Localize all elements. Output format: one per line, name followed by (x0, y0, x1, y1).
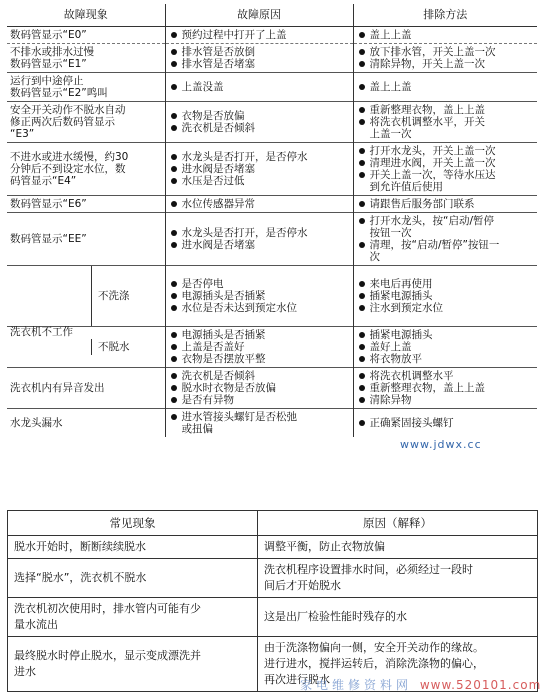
header-phenomenon: 常见现象 (8, 511, 258, 536)
bullet-text: 电源插头是否插紧 (181, 329, 266, 341)
bullet-item (169, 278, 350, 290)
bullet-icon (171, 230, 177, 236)
bullet-icon (359, 148, 365, 154)
bullet-icon (171, 281, 177, 287)
bullet-text: 清除异物，开关上盖一次 (369, 58, 485, 70)
bullet-icon (171, 32, 177, 38)
bullet-item (169, 239, 350, 251)
phenomenon-cell (8, 598, 258, 637)
bullet-item (169, 58, 350, 70)
cause-cell (165, 327, 353, 368)
bullet-icon (359, 172, 365, 178)
phenomenon-text: 洗衣机初次使用时，排水管内可能有少 量水流出 (14, 602, 201, 631)
bullet-text: 重新整理衣物，盖上上盖 (369, 104, 485, 116)
bullet-icon (171, 154, 177, 160)
cause-cell (165, 44, 353, 73)
bullet-icon (171, 84, 177, 90)
bullet-item (169, 382, 350, 394)
bullet-text: 放下排水管，开关上盖一次 (369, 46, 496, 58)
bullet-item (357, 145, 535, 157)
fix-cell (353, 196, 537, 213)
symptom-text: 运行到中途停止 数码管显示“E2”鸣叫 (10, 75, 108, 99)
sub-symptom: 不洗涤 (98, 290, 130, 302)
phenomenon-text: 选择“脱水”，洗衣机不脱水 (14, 571, 147, 584)
bullet-icon (171, 356, 177, 362)
reason-cell (258, 559, 538, 598)
cause-cell (165, 409, 353, 438)
fix-cell (353, 213, 537, 266)
bullet-icon (171, 178, 177, 184)
bullet-item (169, 81, 350, 93)
bullet-text: 打开水龙头，开关上盖一次 (369, 145, 496, 157)
symptom-text: 洗衣机内有异音发出 (10, 382, 105, 394)
symptom-text: 水龙头漏水 (10, 417, 63, 429)
table-row (7, 102, 537, 143)
bullet-text: 插紧电源插头 (369, 290, 433, 302)
reason-text: 洗衣机程序设置排水时间，必须经过一段时 间后才开始脱水 (264, 563, 473, 592)
bullet-item (357, 46, 535, 58)
bullet-text: 清理，按“启动/暂停”按钮一 次 (369, 239, 500, 263)
symptom-cell (7, 102, 165, 143)
bullet-icon (171, 49, 177, 55)
table-header-row (8, 511, 538, 536)
bullet-item (357, 58, 535, 70)
header-fix: 排除方法 (353, 4, 537, 27)
bullet-icon (359, 84, 365, 90)
table-header-row (7, 4, 537, 27)
bullet-item (169, 151, 350, 163)
fix-cell (353, 73, 537, 102)
header-symptom: 故障现象 (7, 4, 165, 27)
bullet-item (169, 227, 350, 239)
bullet-icon (171, 242, 177, 248)
bullet-text: 水压是否过低 (181, 175, 245, 187)
bullet-icon (171, 125, 177, 131)
symptom-cell (7, 368, 165, 409)
cause-cell (165, 143, 353, 196)
bullet-icon (359, 160, 365, 166)
bullet-icon (359, 119, 365, 125)
troubleshooting-table (7, 4, 537, 437)
bullet-text: 脱水时衣物是否放偏 (181, 382, 276, 394)
bullet-icon (359, 218, 365, 224)
bullet-item (169, 411, 350, 435)
bullet-text: 请跟售后服务部门联系 (369, 198, 475, 210)
bullet-icon (359, 332, 365, 338)
bullet-item (169, 370, 350, 382)
phenomenon-cell (8, 559, 258, 598)
bullet-item (169, 198, 350, 210)
bullet-icon (359, 385, 365, 391)
group-label: 洗衣机不工作 (10, 326, 73, 338)
fix-cell (353, 409, 537, 438)
watermark-url: www.jdwx.cc (400, 438, 482, 451)
table-row (8, 536, 538, 559)
bullet-item (357, 302, 535, 314)
table-row (7, 213, 537, 266)
bullet-icon (359, 49, 365, 55)
symptom-text: 数码管显示“E0” (10, 29, 87, 41)
bullet-item (169, 29, 350, 41)
bullet-text: 清理进水阀，开关上盖一次 (369, 157, 496, 169)
table-row (7, 327, 537, 368)
bullet-item (357, 278, 535, 290)
bullet-icon (359, 107, 365, 113)
symptom-cell (7, 213, 165, 266)
reason-text: 调整平衡，防止衣物放偏 (264, 540, 385, 553)
bullet-text: 将洗衣机调整水平，开关 上盖一次 (369, 116, 485, 140)
table-row (8, 559, 538, 598)
fix-cell (353, 143, 537, 196)
bullet-text: 排水管是否堵塞 (181, 58, 255, 70)
reason-text: 由于洗涤物偏向一侧，安全开关动作的缘故。 进行进水，搅拌运转后，消除洗涤物的偏心， 再次进行脱水 (264, 641, 484, 686)
symptom-cell (7, 27, 165, 44)
bullet-icon (359, 305, 365, 311)
bullet-item (357, 417, 535, 429)
fix-cell (353, 44, 537, 73)
bullet-text: 水位是否未达到预定水位 (181, 302, 297, 314)
symptom-cell (7, 143, 165, 196)
bullet-text: 排水管是否放倒 (181, 46, 255, 58)
symptom-cell (7, 266, 165, 338)
bullet-item (357, 341, 535, 353)
bullet-text: 是否有异物 (181, 394, 234, 406)
symptom-text: 不进水或进水缓慢，约30 分钟后不到设定水位，数 码管显示“E4” (10, 151, 129, 187)
cause-cell (165, 27, 353, 44)
bullet-text: 盖上上盖 (369, 81, 412, 93)
bullet-icon (359, 293, 365, 299)
bullet-item (357, 370, 535, 382)
table-row (7, 368, 537, 409)
table-row (7, 44, 537, 73)
symptom-cell (7, 196, 165, 213)
bullet-item (357, 290, 535, 302)
bullet-item (357, 169, 535, 193)
bullet-icon (171, 414, 177, 420)
bullet-item (357, 329, 535, 341)
bullet-text: 将衣物放平 (369, 353, 422, 365)
table-row (7, 409, 537, 438)
bullet-icon (359, 373, 365, 379)
bullet-text: 水龙头是否打开，是否停水 (181, 151, 308, 163)
bullet-text: 洗衣机是否倾斜 (181, 370, 255, 382)
bullet-icon (359, 356, 365, 362)
phenomenon-text: 脱水开始时，断断续续脱水 (14, 540, 146, 553)
bullet-icon (359, 397, 365, 403)
bullet-item (169, 302, 350, 314)
bullet-text: 盖上上盖 (369, 29, 412, 41)
bullet-icon (359, 242, 365, 248)
bullet-icon (171, 113, 177, 119)
bullet-icon (171, 305, 177, 311)
bullet-text: 水位传感器异常 (181, 198, 255, 210)
cause-cell (165, 213, 353, 266)
bullet-text: 进水管接头螺钉是否松弛 或扭偏 (181, 411, 297, 435)
table-row (7, 73, 537, 102)
bullet-icon (171, 201, 177, 207)
bullet-item (357, 239, 535, 263)
table-row (7, 143, 537, 196)
bullet-text: 上盖是否盖好 (181, 341, 245, 353)
bullet-text: 盖好上盖 (369, 341, 412, 353)
bullet-text: 预约过程中打开了上盖 (181, 29, 287, 41)
bullet-text: 水龙头是否打开，是否停水 (181, 227, 308, 239)
cause-cell (165, 266, 353, 327)
bullet-text: 将洗衣机调整水平 (369, 370, 454, 382)
cause-cell (165, 73, 353, 102)
table-row (8, 598, 538, 637)
bullet-icon (171, 61, 177, 67)
bullet-text: 进水阀是否堵塞 (181, 163, 255, 175)
bullet-item (169, 110, 350, 122)
bullet-icon (359, 201, 365, 207)
cause-cell (165, 102, 353, 143)
cause-cell (165, 368, 353, 409)
bullet-item (357, 104, 535, 116)
bullet-item (169, 329, 350, 341)
bullet-item (357, 394, 535, 406)
symptom-text: 安全开关动作不脱水自动 修正两次后数码管显示 “E3” (10, 104, 126, 140)
bullet-text: 进水阀是否堵塞 (181, 239, 255, 251)
bullet-text: 开关上盖一次，等待水压达 到允许值后使用 (369, 169, 496, 193)
phenomenon-text: 最终脱水时停止脱水，显示变成漂洗并 进水 (14, 649, 201, 678)
symptom-text: 不排水或排水过慢 数码管显示“E1” (10, 46, 94, 70)
bullet-item (357, 81, 535, 93)
fix-cell (353, 27, 537, 44)
table-row (7, 266, 537, 327)
symptom-cell (7, 409, 165, 438)
bullet-icon (359, 344, 365, 350)
header-reason: 原因（解释） (258, 511, 538, 536)
symptom-text: 数码管显示“E6” (10, 198, 87, 210)
bullet-icon (359, 61, 365, 67)
bullet-icon (359, 281, 365, 287)
watermark-site: 家电维修资料网 www.520101.com (300, 678, 542, 692)
bullet-item (357, 157, 535, 169)
bullet-text: 电源插头是否插紧 (181, 290, 266, 302)
bullet-icon (171, 344, 177, 350)
sub-symptom: 不脱水 (98, 341, 130, 353)
table-row (7, 196, 537, 213)
bullet-item (169, 341, 350, 353)
symptom-text: 数码管显示“EE” (10, 233, 87, 245)
bullet-text: 上盖没盖 (181, 81, 224, 93)
bullet-text: 衣物是否摆放平整 (181, 353, 266, 365)
bullet-icon (171, 332, 177, 338)
fix-cell (353, 327, 537, 368)
bullet-text: 来电后再使用 (369, 278, 433, 290)
fix-cell (353, 266, 537, 327)
phenomenon-cell (8, 637, 258, 692)
bullet-text: 是否停电 (181, 278, 224, 290)
bullet-icon (171, 385, 177, 391)
bullet-item (357, 215, 535, 239)
reason-cell (258, 598, 538, 637)
symptom-cell (7, 44, 165, 73)
reason-text: 这是出厂检验性能时残存的水 (264, 610, 407, 623)
bullet-text: 注水到预定水位 (369, 302, 443, 314)
bullet-text: 正确紧固接头螺钉 (369, 417, 454, 429)
bullet-item (357, 382, 535, 394)
bullet-text: 衣物是否放偏 (181, 110, 245, 122)
bullet-icon (171, 373, 177, 379)
bullet-item (169, 46, 350, 58)
bullet-item (169, 163, 350, 175)
bullet-text: 重新整理衣物，盖上上盖 (369, 382, 485, 394)
bullet-icon (359, 420, 365, 426)
bullet-icon (171, 166, 177, 172)
common-phenomena-table (7, 510, 538, 692)
table-row (7, 27, 537, 44)
bullet-item (357, 29, 535, 41)
bullet-item (169, 353, 350, 365)
bullet-item (357, 353, 535, 365)
fix-cell (353, 368, 537, 409)
header-cause: 故障原因 (165, 4, 353, 27)
bullet-icon (359, 32, 365, 38)
reason-cell (258, 536, 538, 559)
bullet-icon (171, 397, 177, 403)
bullet-text: 打开水龙头，按“启动/暂停 按钮一次 (369, 215, 494, 239)
phenomenon-cell (8, 536, 258, 559)
symptom-cell (7, 73, 165, 102)
bullet-text: 插紧电源插头 (369, 329, 433, 341)
bullet-item (169, 394, 350, 406)
bullet-icon (171, 293, 177, 299)
cause-cell (165, 196, 353, 213)
fix-cell (353, 102, 537, 143)
bullet-text: 清除异物 (369, 394, 412, 406)
bullet-item (169, 175, 350, 187)
bullet-item (357, 198, 535, 210)
bullet-item (169, 290, 350, 302)
bullet-text: 洗衣机是否倾斜 (181, 122, 255, 134)
bullet-item (357, 116, 535, 140)
bullet-item (169, 122, 350, 134)
